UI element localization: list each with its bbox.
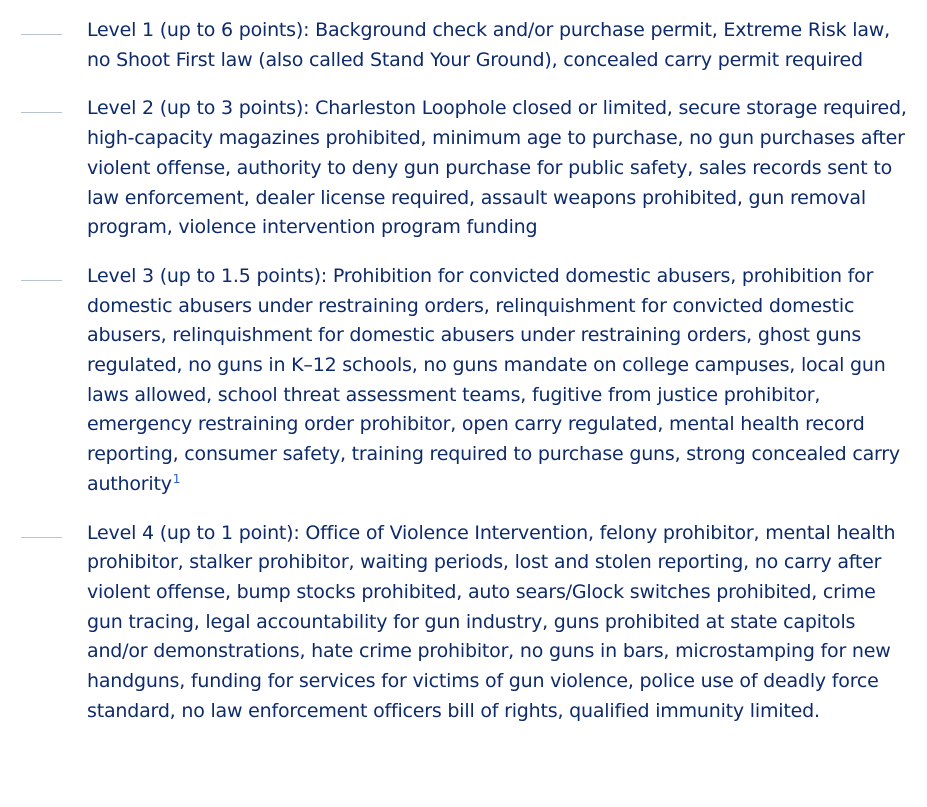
level-3-item bbox=[0, 262, 927, 500]
scoring-levels-list bbox=[0, 16, 927, 745]
level-4-description: Level 4 (up to 1 point): Office of Violence Intervention, felony prohibitor, mental health prohibitor, stalker prohibitor, waiting periods, lost and stolen reporting, no carry after violent offense, bump stocks prohibited, auto sears/Glock switches prohibited, crime gun tracing, legal accountability for gun industry, guns prohibited at state capitols and/or demonstrations, hate crime prohibitor, no guns in bars, microstamping for new handguns, funding for services for victims of gun violence, police use of deadly force standard, no law enforcement officers bill of rights, qualified immunity limited. bbox=[87, 521, 896, 722]
level-4-item bbox=[0, 519, 927, 727]
list-dash-marker bbox=[21, 112, 62, 113]
level-4-text bbox=[87, 519, 915, 727]
level-1-item bbox=[0, 16, 927, 75]
level-2-item bbox=[0, 94, 927, 243]
list-dash-marker bbox=[21, 34, 62, 35]
level-3-text bbox=[87, 262, 915, 500]
level-2-text bbox=[87, 94, 915, 243]
list-dash-marker bbox=[21, 280, 62, 281]
footnote-1-link[interactable]: 1 bbox=[172, 471, 181, 486]
list-dash-marker bbox=[21, 537, 62, 538]
level-1-description: Level 1 (up to 6 points): Background check and/or purchase permit, Extreme Risk law, no Shoot First law (also called Stand Your Ground), concealed carry permit required bbox=[87, 19, 890, 71]
level-1-text bbox=[87, 16, 915, 75]
level-3-description: Level 3 (up to 1.5 points): Prohibition for convicted domestic abusers, prohibition for domestic abusers under restraining orders, relinquishment for convicted domestic abusers, relinquishment for domestic abusers under restraining orders, ghost guns regulated, no guns in K–12 schools, no guns mandate on college campuses, local gun laws allowed, school threat assessment teams, fugitive from justice prohibitor, emergency restraining order prohibitor, open carry regulated, mental health record reporting, consumer safety, training required to purchase guns, strong concealed carry authority bbox=[87, 264, 900, 495]
level-2-description: Level 2 (up to 3 points): Charleston Loophole closed or limited, secure storage required, high-capacity magazines prohibited, minimum age to purchase, no gun purchases after violent offense, authority to deny gun purchase for public safety, sales records sent to law enforcement, dealer license required, assault weapons prohibited, gun removal program, violence intervention program funding bbox=[87, 97, 907, 239]
